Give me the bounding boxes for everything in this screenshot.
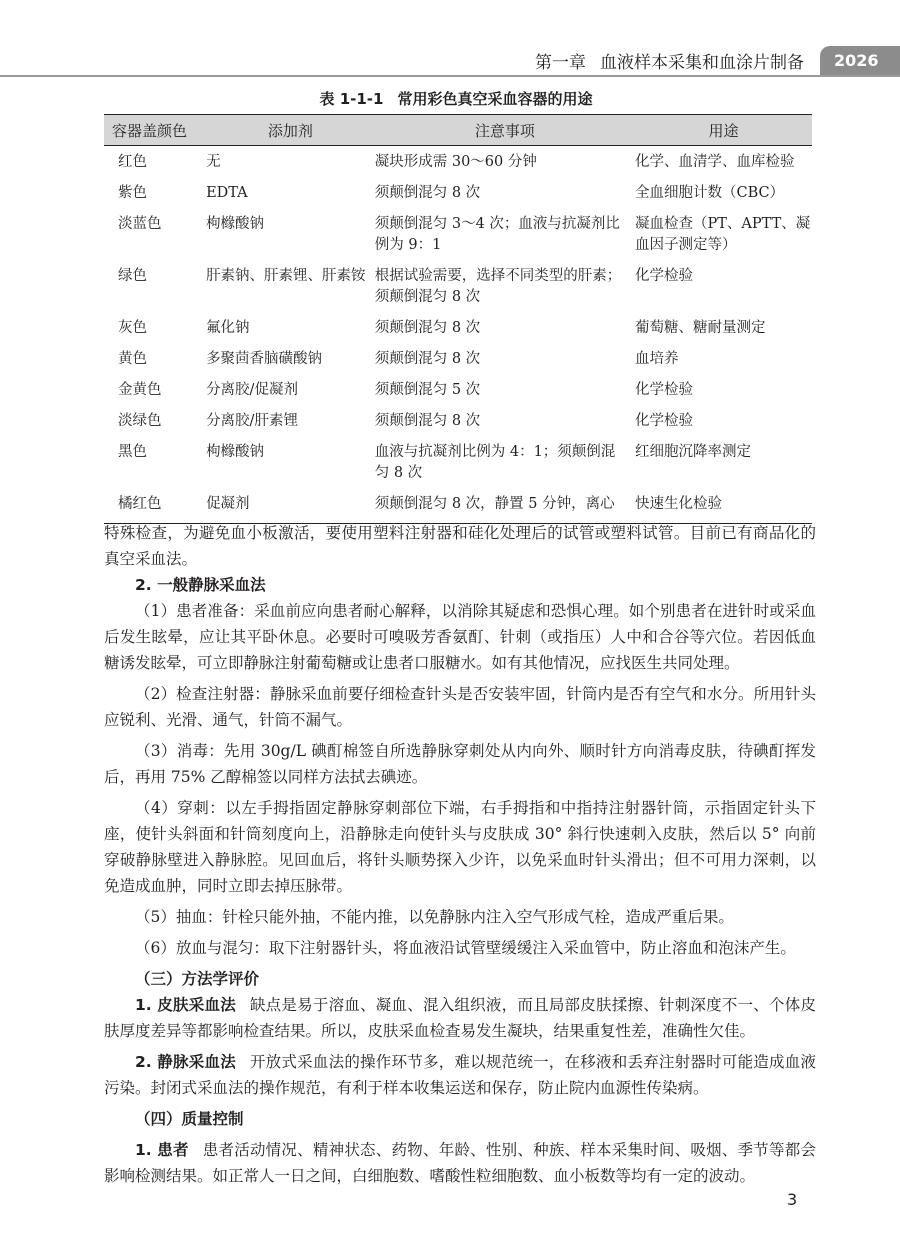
cell-notes: 须颠倒混匀 8 次 [374,320,481,336]
table-caption [0,88,900,109]
cell-cap-color: 黄色 [118,351,147,367]
cell-use: 快速生化检验 [635,488,812,524]
cell-use: 化学检验 [634,413,693,429]
table-row [104,488,812,524]
running-header [535,48,804,73]
year-badge: 2026 [820,46,900,76]
cell-use: 全血细胞计数（CBC） [634,185,785,201]
cell-cap-color: 金黄色 [118,382,162,398]
table-row [104,374,812,405]
header-rule [0,75,900,77]
header-additive: 添加剂 [206,115,375,146]
table-row [104,208,812,260]
header-use: 用途 [635,115,812,146]
heading-quality-control: （四）质量控制 [135,1110,244,1128]
cell-use: 血培养 [634,351,679,367]
tube-color-table [104,114,812,524]
table-row [104,343,812,374]
cell-cap-color: 淡蓝色 [118,216,162,232]
cell-additive: 肝素钠、肝素锂、肝素铵 [206,268,366,284]
cell-notes: 血液与抗凝剂比例为 4：1；须颠倒混匀 8 次 [374,444,616,481]
table-caption-text: 常用彩色真空采血容器的用途 [397,90,593,108]
cell-notes: 须颠倒混匀 8 次 [374,351,481,367]
paragraph-intro: 特殊检查，为避免血小板激活，要使用塑料注射器和硅化处理后的试管或塑料试管。目前已有商品化的真空采血法。 [104,524,816,568]
cell-use: 葡萄糖、糖耐量测定 [634,320,766,336]
heading-general-venipuncture: 2. 一般静脉采血法 [135,576,266,594]
cell-cap-color: 黑色 [118,444,147,460]
cell-use: 化学、血清学、血库检验 [634,154,795,170]
patient-text: 患者活动情况、精神状态、药物、年龄、性别、种族、样本采集时间、吸烟、季节等都会影响检测结果。如正常人一日之间，白细胞数、嗜酸性粒细胞数、血小板数等均有一定的波动。 [104,1141,816,1185]
cell-cap-color: 灰色 [118,320,147,336]
cell-additive: 多聚茴香脑磺酸钠 [206,351,323,367]
table-row [104,177,812,208]
cell-use: 红细胞沉降率测定 [634,444,751,460]
cell-notes: 须颠倒混匀 8 次 [374,413,481,429]
header-cap-color: 容器盖颜色 [104,115,206,146]
cell-additive: 无 [206,154,221,170]
chapter-number: 第一章 [535,53,586,73]
skin-puncture-lead: 1. 皮肤采血法 [135,996,236,1014]
venipuncture-text: 开放式采血法的操作环节多，难以规范统一，在移液和丢弃注射器时可能造成血液污染。封闭式采血法的操作规范，有利于样本收集运送和保存，防止院内血源性传染病。 [104,1053,816,1097]
venipuncture-lead: 2. 静脉采血法 [135,1053,236,1071]
cell-notes: 须颠倒混匀 8 次 [374,185,481,201]
cell-notes: 须颠倒混匀 8 次，静置 5 分钟，离心 [375,488,635,524]
table-row [104,312,812,343]
cell-additive: 促凝剂 [206,488,375,524]
cell-additive: 分离胶/促凝剂 [206,382,298,398]
cell-additive: 枸橼酸钠 [206,444,265,460]
cell-cap-color: 绿色 [118,268,147,284]
cell-notes: 须颠倒混匀 3～4 次；血液与抗凝剂比例为 9：1 [374,216,620,253]
step-patient-prep: （1）患者准备：采血前应向患者耐心解释，以消除其疑虑和恐惧心理。如个别患者在进针时或采血后发生眩晕，应让其平卧休息。必要时可嗅吸芳香氨酊、针刺（或指压）人中和合谷等穴位。若因低血糖诱发眩晕，可立即静脉注射葡萄糖或让患者口服糖水。如有其他情况，应找医生共同处理。 [104,602,816,672]
page-number: 3 [787,1190,798,1209]
cell-additive: 分离胶/肝素锂 [206,413,298,429]
table-row [104,260,812,312]
cell-cap-color: 橘红色 [104,488,206,524]
cell-notes: 根据试验需要，选择不同类型的肝素；须颠倒混匀 8 次 [374,268,622,305]
table-row [104,405,812,436]
cell-use: 化学检验 [634,382,693,398]
step-draw-blood: （5）抽血：针栓只能外抽，不能内推，以免静脉内注入空气形成气栓，造成严重后果。 [135,908,734,926]
table-caption-number: 表 1-1-1 [319,90,384,108]
cell-use: 凝血检查（PT、APTT、凝血因子测定等） [634,216,811,253]
cell-notes: 须颠倒混匀 5 次 [374,382,481,398]
cell-cap-color: 淡绿色 [118,413,162,429]
step-disinfection: （3）消毒：先用 30g/L 碘酊棉签自所选静脉穿刺处从内向外、顺时针方向消毒皮肤，待碘酊挥发后，再用 75% 乙醇棉签以同样方法拭去碘迹。 [104,742,816,786]
paragraph-venipuncture [104,1044,816,1101]
header-notes: 注意事项 [375,115,635,146]
table-row [104,146,812,178]
paragraph-patient [104,1132,816,1189]
cell-notes: 凝块形成需 30～60 分钟 [374,154,537,170]
table-row [104,436,812,488]
cell-additive: 氟化钠 [206,320,250,336]
step-puncture: （4）穿刺：以左手拇指固定静脉穿刺部位下端，右手拇指和中指持注射器针筒，示指固定针头下座，使针头斜面和针筒刻度向上，沿静脉走向使针头与皮肤成 30° 斜行快速刺入皮肤，然后以 5° 向前穿破静脉壁进入静脉腔。见回血后，将针头顺势探入少许，以免采血时针头滑出；但不可用力深刺，以免造成血肿，同时立即去掉压脉带。 [104,799,816,895]
cell-additive: 枸橼酸钠 [206,216,265,232]
cell-cap-color: 红色 [118,154,147,170]
table-header-row [104,115,812,146]
cell-cap-color: 紫色 [118,185,147,201]
skin-puncture-text: 缺点是易于溶血、凝血、混入组织液，而且局部皮肤揉擦、针刺深度不一、个体皮肤厚度差异等都影响检查结果。所以，皮肤采血检查易发生凝块，结果重复性差，准确性欠佳。 [104,996,816,1040]
paragraph-skin-puncture [104,992,816,1044]
chapter-title: 血液样本采集和血涂片制备 [600,53,804,73]
heading-method-evaluation: （三）方法学评价 [135,970,260,988]
step-check-syringe: （2）检查注射器：静脉采血前要仔细检查针头是否安装牢固，针筒内是否有空气和水分。所用针头应锐利、光滑、通气，针筒不漏气。 [104,685,816,729]
body-text [104,520,816,1189]
cell-additive: EDTA [206,185,248,201]
cell-use: 化学检验 [634,268,693,284]
step-release-mix: （6）放血与混匀：取下注射器针头，将血液沿试管壁缓缓注入采血管中，防止溶血和泡沫产生。 [135,939,796,957]
patient-lead: 1. 患者 [135,1141,189,1159]
